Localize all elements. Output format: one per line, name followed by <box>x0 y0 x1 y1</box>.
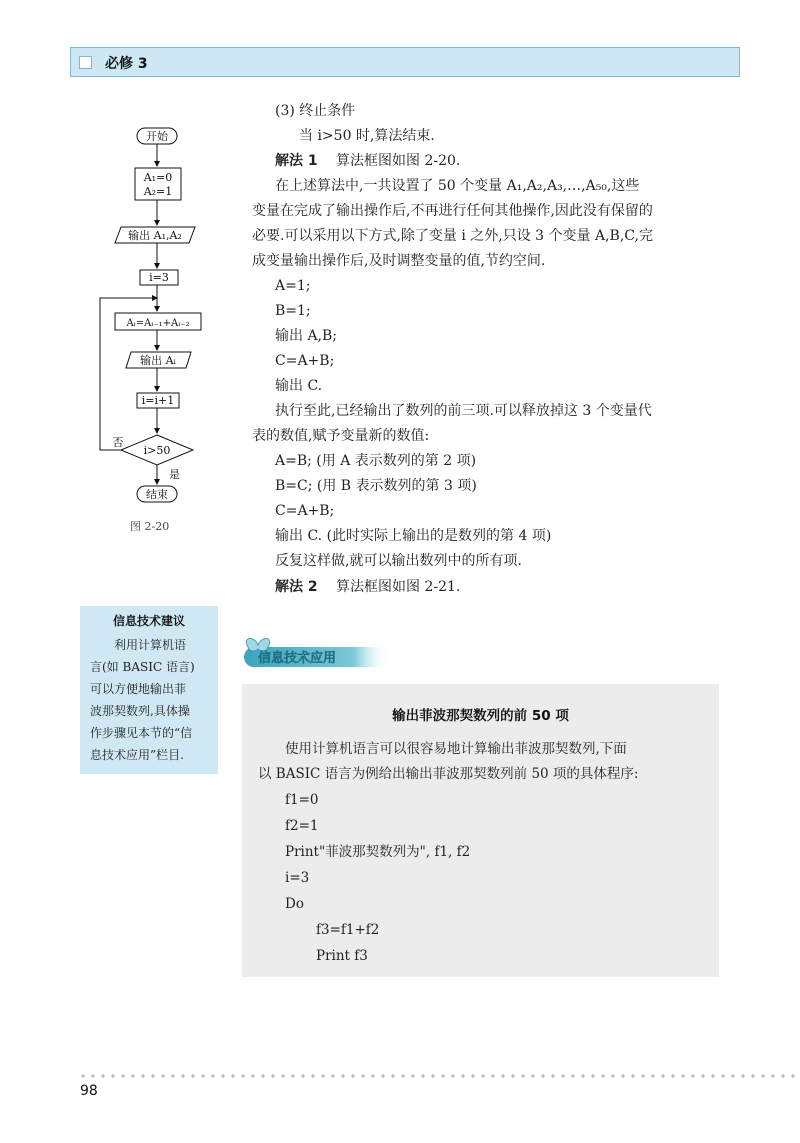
sidebar-tip-line: 息技术应用”栏目. <box>90 748 184 762</box>
info-box-paragraph-line: 以 BASIC 语言为例给出输出菲波那契数列前 50 项的具体程序: <box>258 766 639 782</box>
banner-label: 信息技术应用 <box>258 651 337 666</box>
flow-set-i-label: i=3 <box>149 271 169 284</box>
flow-no-label: 否 <box>112 436 124 449</box>
info-box-paragraph-line: 使用计算机语言可以很容易地计算输出菲波那契数列,下面 <box>285 741 627 757</box>
text-line: 当 i>50 时,算法结束. <box>299 128 435 144</box>
code-line: Print f3 <box>316 948 368 964</box>
text-line: B=C; (用 B 表示数列的第 3 项) <box>275 478 477 494</box>
sidebar-tip-line: 作步骤见本节的“信 <box>90 726 193 740</box>
flow-start-label: 开始 <box>146 130 168 143</box>
page-number: 98 <box>80 1083 98 1099</box>
flow-assign-label: Aᵢ=Aᵢ₋₁+Aᵢ₋₂ <box>126 318 190 329</box>
section-heading: 解法 2 <box>275 579 318 595</box>
sidebar-tip-line: 言(如 BASIC 语言) <box>90 660 195 674</box>
flow-output-2-label: 输出 Aᵢ <box>140 354 176 367</box>
sidebar-tip-line: 利用计算机语 <box>114 638 187 652</box>
text-line: 执行至此,已经输出了数列的前三项.可以释放掉这 3 个变量代 <box>275 403 652 419</box>
flow-end-label: 结束 <box>146 488 168 501</box>
flow-condition-label: i>50 <box>143 444 171 457</box>
figure-caption: 图 2-20 <box>130 520 170 533</box>
code-line: f2=1 <box>285 818 319 834</box>
text-line: A=B; (用 A 表示数列的第 2 项) <box>275 453 477 469</box>
flowchart-figure <box>95 122 210 552</box>
sidebar-tip-line: 可以方便地输出菲 <box>90 682 187 696</box>
code-line: i=3 <box>285 870 310 886</box>
text-line: 输出 C. (此时实际上输出的是数列的第 4 项) <box>275 528 552 544</box>
text-line: 算法框图如图 2-20. <box>336 153 461 169</box>
section-heading: 解法 1 <box>275 153 318 169</box>
text-line: 输出 C. <box>275 378 323 394</box>
code-line: Do <box>285 896 304 912</box>
sidebar-tip <box>80 606 218 774</box>
text-line: 输出 A,B; <box>275 328 338 344</box>
sidebar-tip-title: 信息技术建议 <box>112 614 185 628</box>
text-line: 在上述算法中,一共设置了 50 个变量 A₁,A₂,A₃,…,A₅₀,这些 <box>275 178 640 194</box>
text-line: 必要.可以采用以下方式,除了变量 i 之外,只设 3 个变量 A,B,C,完 <box>252 228 653 244</box>
header-square-icon <box>79 56 92 69</box>
flow-output-1-label: 输出 A₁,A₂ <box>128 229 182 242</box>
code-line: f3=f1+f2 <box>316 922 380 938</box>
butterfly-icon <box>246 638 269 651</box>
flow-increment-label: i=i+1 <box>141 394 175 407</box>
info-box-title: 输出菲波那契数列的前 50 项 <box>392 708 569 724</box>
text-line: C=A+B; <box>275 353 335 369</box>
text-line: 表的数值,赋予变量新的数值: <box>252 428 430 444</box>
text-line: C=A+B; <box>275 503 335 519</box>
page-header <box>70 47 740 77</box>
text-line: 成变量输出操作后,及时调整变量的值,节约空间. <box>252 253 546 269</box>
code-line: Print"菲波那契数列为", f1, f2 <box>285 844 471 860</box>
header-title: 必修 3 <box>105 56 148 72</box>
text-line: B=1; <box>275 303 311 319</box>
text-line: A=1; <box>275 278 311 294</box>
code-line: f1=0 <box>285 792 319 808</box>
flow-init-label-2: A₂=1 <box>143 185 173 198</box>
sidebar-tip-line: 波那契数列,具体操 <box>90 704 190 718</box>
flow-yes-label: 是 <box>169 468 180 481</box>
info-box <box>242 684 719 977</box>
info-tech-banner <box>240 637 390 669</box>
text-line: 算法框图如图 2-21. <box>336 579 461 595</box>
text-line: (3) 终止条件 <box>275 103 356 119</box>
text-line: 反复这样做,就可以输出数列中的所有项. <box>275 553 522 569</box>
text-line: 变量在完成了输出操作后,不再进行任何其他操作,因此没有保留的 <box>252 203 653 219</box>
footer-dotted-rule <box>78 1074 798 1078</box>
flow-init-label-1: A₁=0 <box>143 171 173 184</box>
